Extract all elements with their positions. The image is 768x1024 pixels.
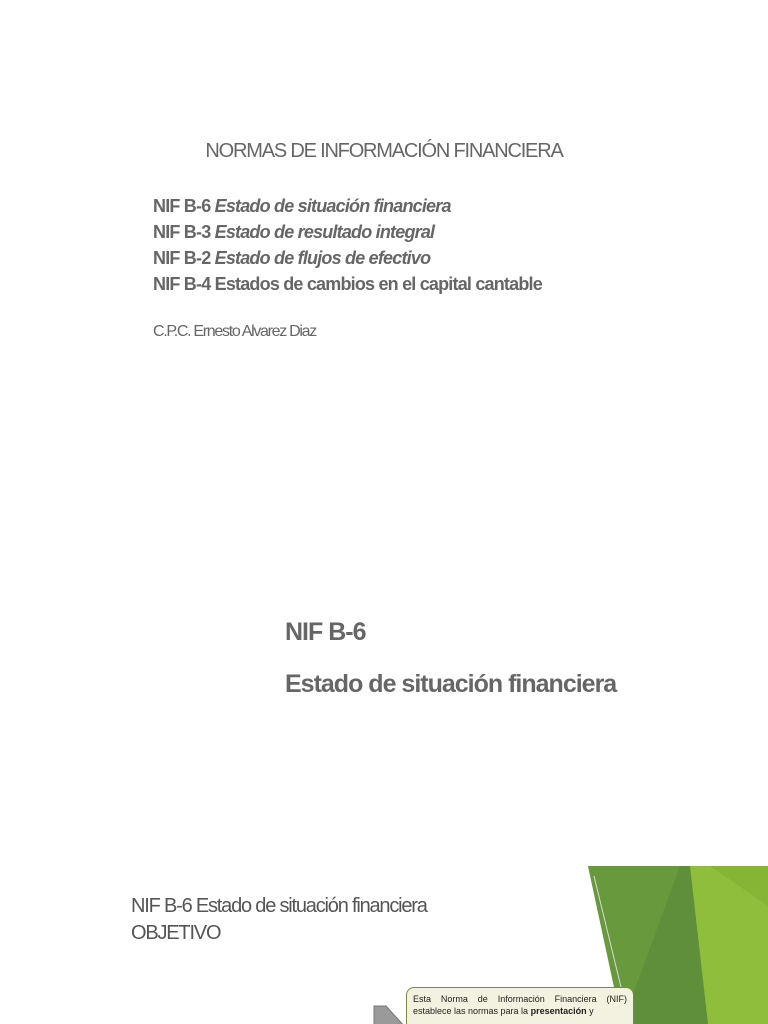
section-title: Estado de situación financiera [285, 670, 617, 698]
nif-code: NIF B-3 [153, 222, 211, 242]
arrow-shape-icon [372, 1002, 408, 1024]
nif-code: NIF B-2 [153, 248, 211, 268]
slide-objective [0, 866, 768, 1024]
nif-title: Estado de resultado integral [214, 222, 435, 242]
callout-bold-text: presentación [530, 1006, 587, 1016]
objective-heading-line2: OBJETIVO [131, 922, 221, 944]
list-item [153, 271, 542, 297]
slide-section-title [0, 560, 768, 866]
nif-title: Estado de flujos de efectivo [214, 248, 431, 268]
nif-title: Estados de cambios en el capital cantable [214, 274, 542, 294]
list-item [153, 193, 542, 219]
objective-heading-line1: NIF B-6 Estado de situación financiera [131, 895, 427, 917]
callout-text-end: y [589, 1006, 594, 1016]
nif-title: Estado de situación financiera [214, 196, 451, 216]
nif-code: NIF B-4 [153, 274, 211, 294]
objective-heading [131, 893, 427, 947]
list-item [153, 245, 542, 271]
list-item [153, 219, 542, 245]
author-name: C.P.C. Ernesto Alvarez Diaz [153, 323, 316, 340]
section-code: NIF B-6 [285, 618, 366, 646]
callout-text: Esta Norma de Información Financiera (NIF) establece las normas para la [413, 994, 627, 1016]
nif-list [153, 193, 542, 297]
slide-title-heading: NORMAS DE INFORMACIÓN FINANCIERA [205, 140, 563, 162]
nif-code: NIF B-6 [153, 196, 211, 216]
objective-callout [406, 987, 634, 1024]
